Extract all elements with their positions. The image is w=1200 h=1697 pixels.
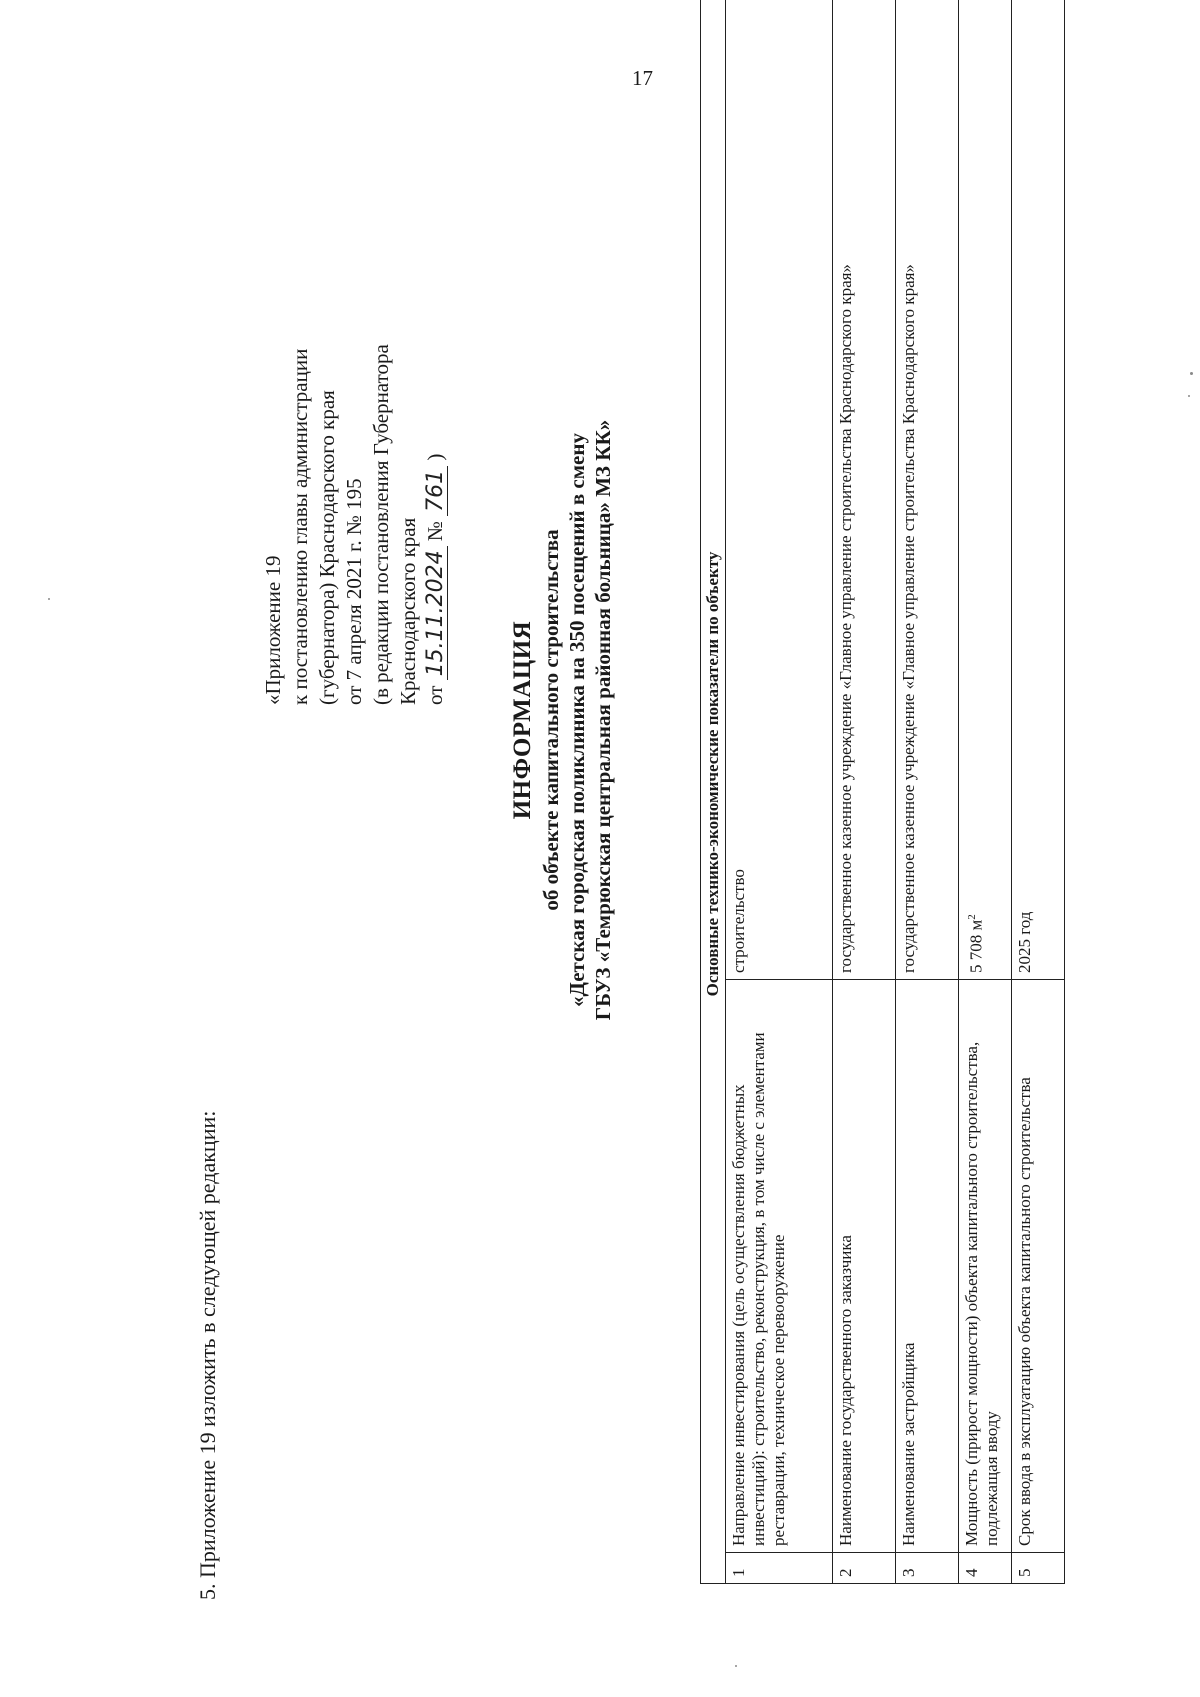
row-value <box>959 0 1012 980</box>
appendix-date-line <box>422 344 449 705</box>
title-line: «Детская городская поликлиника на 350 посещений в смену <box>565 433 589 1007</box>
row-parameter: Направление инвестирования (цель осуществления бюджетных инвестиций): строительство, реконструкция, в том числе с элементами реставрации, техническое перевооружение <box>726 980 833 1553</box>
row-parameter: Срок ввода в эксплуатацию объекта капитального строительства <box>1012 980 1065 1553</box>
table-row <box>896 0 959 1584</box>
rotated-sheet <box>195 0 1034 1600</box>
row-value: государственное казенное учреждение «Главное управление строительства Краснодарского края» <box>833 0 896 980</box>
table-row <box>833 0 896 1584</box>
appendix-block <box>260 344 449 705</box>
handwritten-number: 761 <box>425 466 448 516</box>
intro-text: 5. Приложение 19 изложить в следующей редакции: <box>195 1110 220 1600</box>
table-header-row <box>701 0 726 1584</box>
row-parameter: Наименование застройщика <box>896 980 959 1553</box>
row-number: 1 <box>726 1553 833 1584</box>
table-row <box>726 0 833 1584</box>
appendix-line: (губернатора) Краснодарского края <box>315 390 339 705</box>
scan-speck <box>1190 372 1193 375</box>
title-line: об объекте капитального строительства <box>539 529 563 911</box>
table-header: Основные технико-экономические показатели по объекту <box>701 0 726 1584</box>
row-number: 5 <box>1012 1553 1065 1584</box>
appendix-line: (в редакции постановления Губернатора <box>369 344 393 705</box>
title-main: ИНФОРМАЦИЯ <box>509 620 536 820</box>
scan-speck <box>48 598 50 600</box>
row-parameter: Мощность (прирост мощности) объекта капитального строительства, подлежащая вводу <box>959 980 1012 1553</box>
row-number: 3 <box>896 1553 959 1584</box>
row-value: государственное казенное учреждение «Главное управление строительства Краснодарского края» <box>896 0 959 980</box>
handwritten-date: 15.11.2024 <box>425 546 448 680</box>
scan-speck <box>735 1665 737 1667</box>
table-row <box>1012 0 1065 1584</box>
row-value: 2025 год <box>1012 0 1065 980</box>
scan-speck <box>1188 395 1190 397</box>
value-text: 5 708 м <box>966 919 986 973</box>
row-value: строительство <box>726 0 833 980</box>
appendix-line: Краснодарского края <box>396 517 420 705</box>
value-superscript: 2 <box>966 914 978 920</box>
table-row <box>959 0 1012 1584</box>
closing-paren: ) <box>423 453 447 461</box>
appendix-line: к постановлению главы администрации <box>288 348 312 705</box>
indicators-table <box>700 0 1065 1584</box>
date-prefix: от <box>423 685 447 705</box>
row-parameter: Наименование государственного заказчика <box>833 980 896 1553</box>
appendix-line: от 7 апреля 2021 г. № 195 <box>342 478 366 705</box>
page-number: 17 <box>632 66 653 90</box>
appendix-line: «Приложение 19 <box>261 555 285 705</box>
title-line: ГБУЗ «Темрюкская центральная районная больница» МЗ КК» <box>591 419 615 1021</box>
row-number: 4 <box>959 1553 1012 1584</box>
document-title <box>508 255 616 1185</box>
row-number: 2 <box>833 1553 896 1584</box>
number-prefix: № <box>423 521 447 542</box>
